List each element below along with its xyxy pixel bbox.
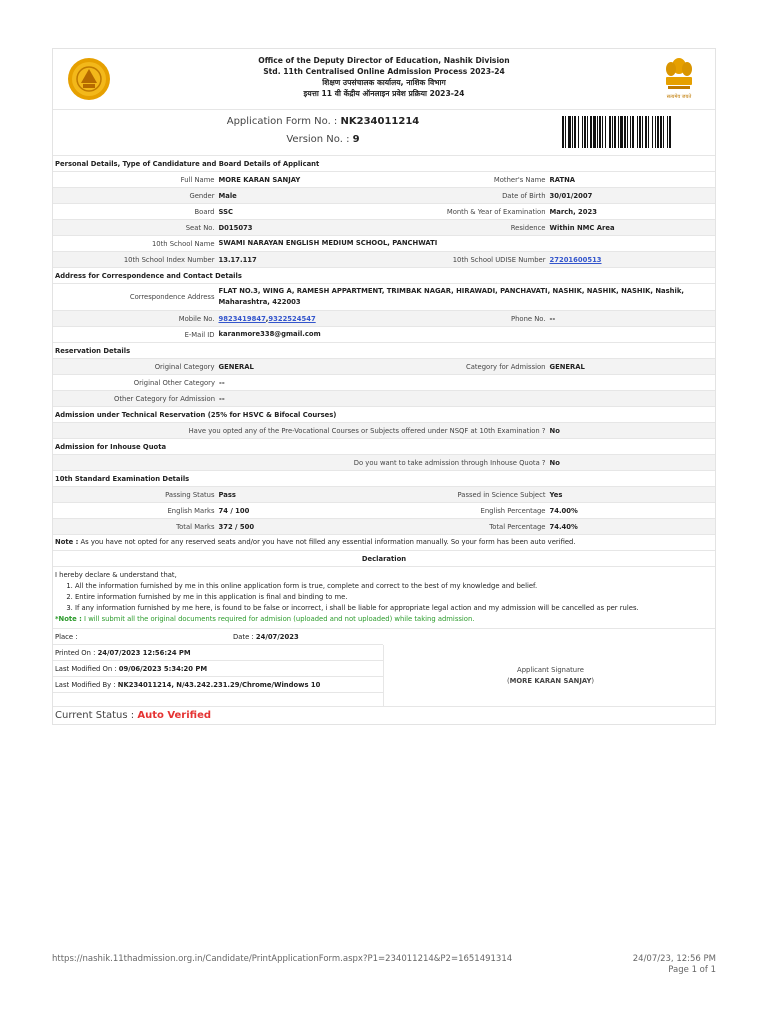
last-modified-by-label: Last Modified By :	[55, 681, 116, 689]
barcode-bar	[599, 116, 601, 148]
form-no-value: NK234011214	[340, 116, 420, 127]
barcode-bar	[642, 116, 643, 148]
full-name-label: Full Name	[180, 175, 215, 184]
last-modified-value: 09/06/2023 5:34:20 PM	[118, 665, 208, 673]
declaration-list	[55, 581, 713, 614]
form-no-line	[53, 116, 593, 127]
barcode-bar	[612, 116, 613, 148]
row-original-category	[53, 358, 715, 374]
dob-label: Date of Birth	[502, 191, 546, 200]
declaration-body	[53, 566, 715, 628]
barcode-bar	[568, 116, 571, 148]
row-email	[53, 326, 715, 342]
last-modified-row	[53, 661, 383, 677]
print-stamp	[633, 954, 716, 976]
school-name-value: SWAMI NARAYAN ENGLISH MEDIUM SCHOOL, PANCHWATI	[218, 239, 438, 247]
barcode-bar	[582, 116, 583, 148]
other-admission-category-label: Other Category for Admission	[114, 394, 215, 403]
barcode-bar	[624, 116, 626, 148]
correspondence-label: Correspondence Address	[129, 293, 215, 301]
other-admission-category-value: --	[219, 394, 225, 403]
barcode-bar	[632, 116, 634, 148]
passing-status-value: Pass	[218, 490, 236, 499]
barcode-bar	[660, 116, 662, 148]
barcode-bar	[593, 116, 596, 148]
exam-month-label: Month & Year of Examination	[446, 207, 546, 216]
english-marks-label: English Marks	[167, 506, 215, 515]
barcode-bar	[652, 116, 653, 148]
printed-on-value: 24/07/2023 12:56:24 PM	[97, 649, 191, 657]
last-modified-label: Last Modified On :	[55, 665, 117, 673]
current-status-row	[53, 706, 715, 724]
barcode-bar	[578, 116, 579, 148]
science-label: Passed in Science Subject	[457, 490, 546, 499]
barcode-bar	[627, 116, 628, 148]
barcode-bar	[637, 116, 638, 148]
row-seat	[53, 219, 715, 235]
version-line	[53, 134, 593, 145]
declaration-intro: I hereby declare & understand that,	[55, 571, 177, 579]
inhouse-answer: No	[549, 458, 560, 467]
date-label: Date :	[233, 633, 254, 641]
original-category-value: GENERAL	[218, 362, 254, 371]
barcode-bar	[655, 116, 656, 148]
version-value: 9	[352, 134, 360, 145]
technical-question: Have you opted any of the Pre-Vocational Courses or Subjects offered under NSQF at 10th Examination ?	[188, 426, 546, 435]
mother-name-value: RATNA	[549, 175, 576, 184]
header-line-2: Std. 11th Centralised Online Admission Process 2023-24	[263, 67, 505, 76]
form-header	[53, 49, 715, 109]
barcode-bar	[584, 116, 586, 148]
full-name-value: MORE KARAN SANJAY	[218, 175, 301, 184]
phone-label: Phone No.	[511, 314, 546, 323]
declaration-note-text: I will submit all the original documents required for admision (uploaded and not uploaded) while taking admission.	[84, 615, 475, 623]
row-name	[53, 171, 715, 187]
barcode-bar	[590, 116, 592, 148]
auto-verify-note	[53, 534, 715, 550]
english-percentage-value: 74.00%	[549, 506, 578, 515]
total-marks-value: 372 / 500	[218, 522, 255, 531]
row-board	[53, 203, 715, 219]
original-category-label: Original Category	[154, 362, 215, 371]
barcode-bar	[667, 116, 668, 148]
barcode-bar	[605, 116, 606, 148]
version-label: Version No. :	[286, 134, 350, 145]
board-label: Board	[194, 207, 215, 216]
udise-link[interactable]: 27201600513	[549, 255, 602, 264]
place-label: Place :	[55, 633, 78, 641]
dob-value: 30/01/2007	[549, 191, 593, 200]
mobile-link-1[interactable]: 9823419847	[218, 314, 266, 323]
signature-paren-open: (	[506, 677, 510, 685]
seat-value: D015073	[218, 223, 253, 232]
header-line-1: Office of the Deputy Director of Education, Nashik Division	[258, 56, 510, 65]
inhouse-question: Do you want to take admission through Inhouse Quota ?	[353, 458, 546, 467]
barcode-bar	[645, 116, 647, 148]
signature-block	[53, 628, 715, 706]
note-label: Note :	[55, 538, 79, 546]
row-mobile	[53, 310, 715, 326]
barcode-bar	[614, 116, 616, 148]
header-line-3: शिक्षण उपसंचालक कार्यालय, नाशिक विभाग	[322, 78, 446, 87]
applicant-signature	[383, 645, 717, 707]
current-status-value: Auto Verified	[137, 710, 212, 721]
row-passing	[53, 486, 715, 502]
barcode-bar	[609, 116, 611, 148]
row-gender	[53, 187, 715, 203]
board-value: SSC	[218, 207, 233, 216]
total-percentage-label: Total Percentage	[489, 522, 546, 531]
section-address-heading: Address for Correspondence and Contact Details	[53, 267, 715, 283]
barcode-bar	[618, 116, 619, 148]
application-form	[52, 48, 716, 725]
udise-label: 10th School UDISE Number	[452, 255, 546, 264]
barcode-bar	[620, 116, 623, 148]
email-value: karanmore338@gmail.com	[218, 330, 321, 338]
section-technical-heading: Admission under Technical Reservation (25% for HSVC & Bifocal Courses)	[53, 406, 715, 422]
barcode-bar	[572, 116, 573, 148]
row-correspondence	[53, 283, 715, 310]
row-original-other	[53, 374, 715, 390]
row-other-admission	[53, 390, 715, 406]
section-exam-heading: 10th Standard Examination Details	[53, 470, 715, 486]
residence-label: Residence	[510, 223, 546, 232]
gender-label: Gender	[189, 191, 215, 200]
signature-paren-close: )	[591, 677, 595, 685]
barcode-bar	[597, 116, 598, 148]
barcode-bar	[639, 116, 641, 148]
mobile-label: Mobile No.	[178, 314, 215, 323]
school-name-label: 10th School Name	[151, 239, 215, 248]
print-datetime: 24/07/23, 12:56 PM	[632, 954, 716, 964]
last-modified-by-row	[53, 677, 383, 693]
original-other-category-value: --	[219, 378, 225, 387]
barcode-bar	[648, 116, 649, 148]
exam-month-value: March, 2023	[549, 207, 597, 216]
header-titles	[53, 55, 715, 99]
row-index	[53, 251, 715, 267]
signature-label: Applicant Signature	[517, 666, 584, 674]
last-modified-by-value: NK234011214, N/43.242.231.29/Chrome/Windows 10	[117, 681, 321, 689]
print-url: https://nashik.11thadmission.org.in/Candidate/PrintApplicationForm.aspx?P1=234011214&P2=1651491314	[52, 954, 513, 964]
row-inhouse-question	[53, 454, 715, 470]
seat-label: Seat No.	[185, 223, 215, 232]
barcode-bar	[587, 116, 588, 148]
english-percentage-label: English Percentage	[480, 506, 546, 515]
signature-name: MORE KARAN SANJAY	[509, 677, 592, 685]
section-reservation-heading: Reservation Details	[53, 342, 715, 358]
signature-name-line	[384, 676, 717, 687]
barcode-bar	[565, 116, 566, 148]
row-english	[53, 502, 715, 518]
mobile-separator: ,	[265, 314, 269, 323]
declaration-item: 1. All the information furnished by me in this online application form is true, complete and correct to the best of my knowledge and belief.	[75, 581, 713, 592]
barcode-bar	[574, 116, 576, 148]
admission-category-value: GENERAL	[549, 362, 585, 371]
note-text: As you have not opted for any reserved seats and/or you have not filled any essential information manually. So your form has been auto verified.	[80, 538, 576, 546]
svg-text:सत्यमेव जयते: सत्यमेव जयते	[666, 94, 692, 100]
barcode-bar	[562, 116, 564, 148]
barcode-bar	[663, 116, 664, 148]
correspondence-value: FLAT NO.3, WING A, RAMESH APPARTMENT, TRIMBAK NAGAR, HIRAWADI, PANCHAVATI, NASHIK, NASHIK, NASHIK, Nashik, Maharashtra, 422003	[218, 287, 684, 306]
gender-value: Male	[218, 191, 237, 200]
place-date-row	[53, 629, 383, 645]
section-inhouse-heading: Admission for Inhouse Quota	[53, 438, 715, 454]
admission-category-label: Category for Admission	[465, 362, 546, 371]
row-total	[53, 518, 715, 534]
barcode-bar	[669, 116, 671, 148]
mother-name-label: Mother's Name	[493, 175, 546, 184]
current-status-label: Current Status :	[55, 710, 135, 721]
barcode-bar	[657, 116, 659, 148]
school-index-value: 13.17.117	[218, 255, 257, 264]
declaration-note	[55, 614, 713, 625]
declaration-item: 3. If any information furnished by me here, is found to be false or incorrect, i shall be liable for appropriate legal action and my admission will be cancelled as per rules.	[75, 603, 713, 614]
science-value: Yes	[549, 490, 563, 499]
passing-status-label: Passing Status	[165, 490, 215, 499]
total-marks-label: Total Marks	[176, 522, 215, 531]
residence-value: Within NMC Area	[549, 223, 615, 232]
original-other-category-label: Original Other Category	[133, 378, 215, 387]
email-label: E-Mail ID	[184, 330, 215, 339]
phone-value: --	[549, 314, 556, 323]
row-technical-question	[53, 422, 715, 438]
form-no-label: Application Form No. :	[226, 116, 338, 127]
page-number: Page 1 of 1	[668, 965, 716, 975]
school-index-label: 10th School Index Number	[123, 255, 215, 264]
barcode-bar	[602, 116, 603, 148]
header-line-4: इयत्ता 11 वी केंद्रीय ऑनलाइन प्रवेश प्रक्रिया 2023-24	[303, 89, 465, 98]
declaration-heading: Declaration	[53, 550, 715, 566]
national-emblem-icon	[657, 53, 701, 103]
row-school	[53, 235, 715, 251]
date-value: 24/07/2023	[255, 633, 299, 641]
date-field	[233, 629, 299, 645]
total-percentage-value: 74.40%	[549, 522, 578, 531]
declaration-note-label: *Note :	[55, 615, 82, 623]
barcode-bar	[630, 116, 631, 148]
mobile-link-2[interactable]: 9322524547	[268, 314, 316, 323]
printed-on-label: Printed On :	[55, 649, 96, 657]
application-number-block	[53, 109, 715, 155]
english-marks-value: 74 / 100	[218, 506, 250, 515]
declaration-item: 2. Entire information furnished by me in this application is final and binding to me.	[75, 592, 713, 603]
barcode	[561, 116, 703, 148]
section-personal-heading: Personal Details, Type of Candidature and Board Details of Applicant	[53, 155, 715, 171]
printed-on-row	[53, 645, 383, 661]
technical-answer: No	[549, 426, 560, 435]
